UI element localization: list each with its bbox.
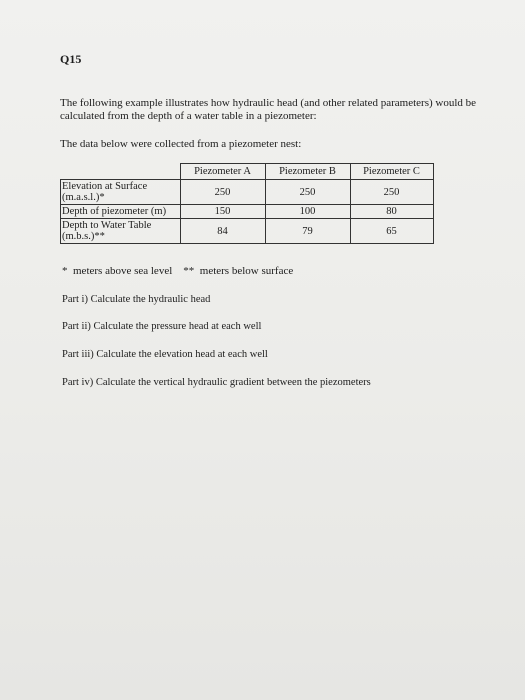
question-part-4: Part iv) Calculate the vertical hydraulic gradient between the piezometers — [62, 377, 371, 388]
table-corner-cell — [61, 164, 181, 180]
table-row — [61, 180, 434, 205]
question-part-1: Part i) Calculate the hydraulic head — [62, 294, 211, 305]
row-label-depth-water-table — [61, 219, 181, 244]
table-cell: 80 — [350, 205, 433, 219]
table-cell: 150 — [180, 205, 265, 219]
table-footnote: * meters above sea level ** meters below surface — [62, 265, 294, 277]
row-label-line: Depth to Water Table — [62, 220, 152, 231]
column-header-piezometer-b: Piezometer B — [265, 164, 350, 180]
table-cell: 100 — [265, 205, 350, 219]
row-label-unit: (m.a.s.l.)* — [62, 192, 105, 203]
question-number: Q15 — [60, 52, 82, 66]
table-row — [61, 205, 434, 219]
data-intro: The data below were collected from a piezometer nest: — [60, 138, 302, 150]
table-cell: 79 — [265, 219, 350, 244]
table-cell: 84 — [180, 219, 265, 244]
table-header-row — [61, 164, 434, 180]
table-cell: 250 — [350, 180, 433, 205]
question-intro: The following example illustrates how hydraulic head (and other related parameters) would be calculated from the depth of a water table in a piezometer: — [60, 97, 477, 122]
table-cell: 250 — [265, 180, 350, 205]
table-cell: 250 — [180, 180, 265, 205]
row-label-unit: (m.b.s.)** — [62, 231, 105, 242]
row-label-elevation — [61, 180, 181, 205]
row-label-line: Elevation at Surface — [62, 181, 148, 192]
column-header-piezometer-c: Piezometer C — [350, 164, 433, 180]
row-label-line: Depth of piezometer (m) — [62, 206, 167, 217]
question-part-2: Part ii) Calculate the pressure head at each well — [62, 321, 262, 332]
column-header-piezometer-a: Piezometer A — [180, 164, 265, 180]
table-row — [61, 219, 434, 244]
question-part-3: Part iii) Calculate the elevation head at each well — [62, 349, 268, 360]
row-label-depth-piezometer — [61, 205, 181, 219]
piezometer-table — [60, 163, 434, 244]
table-cell: 65 — [350, 219, 433, 244]
